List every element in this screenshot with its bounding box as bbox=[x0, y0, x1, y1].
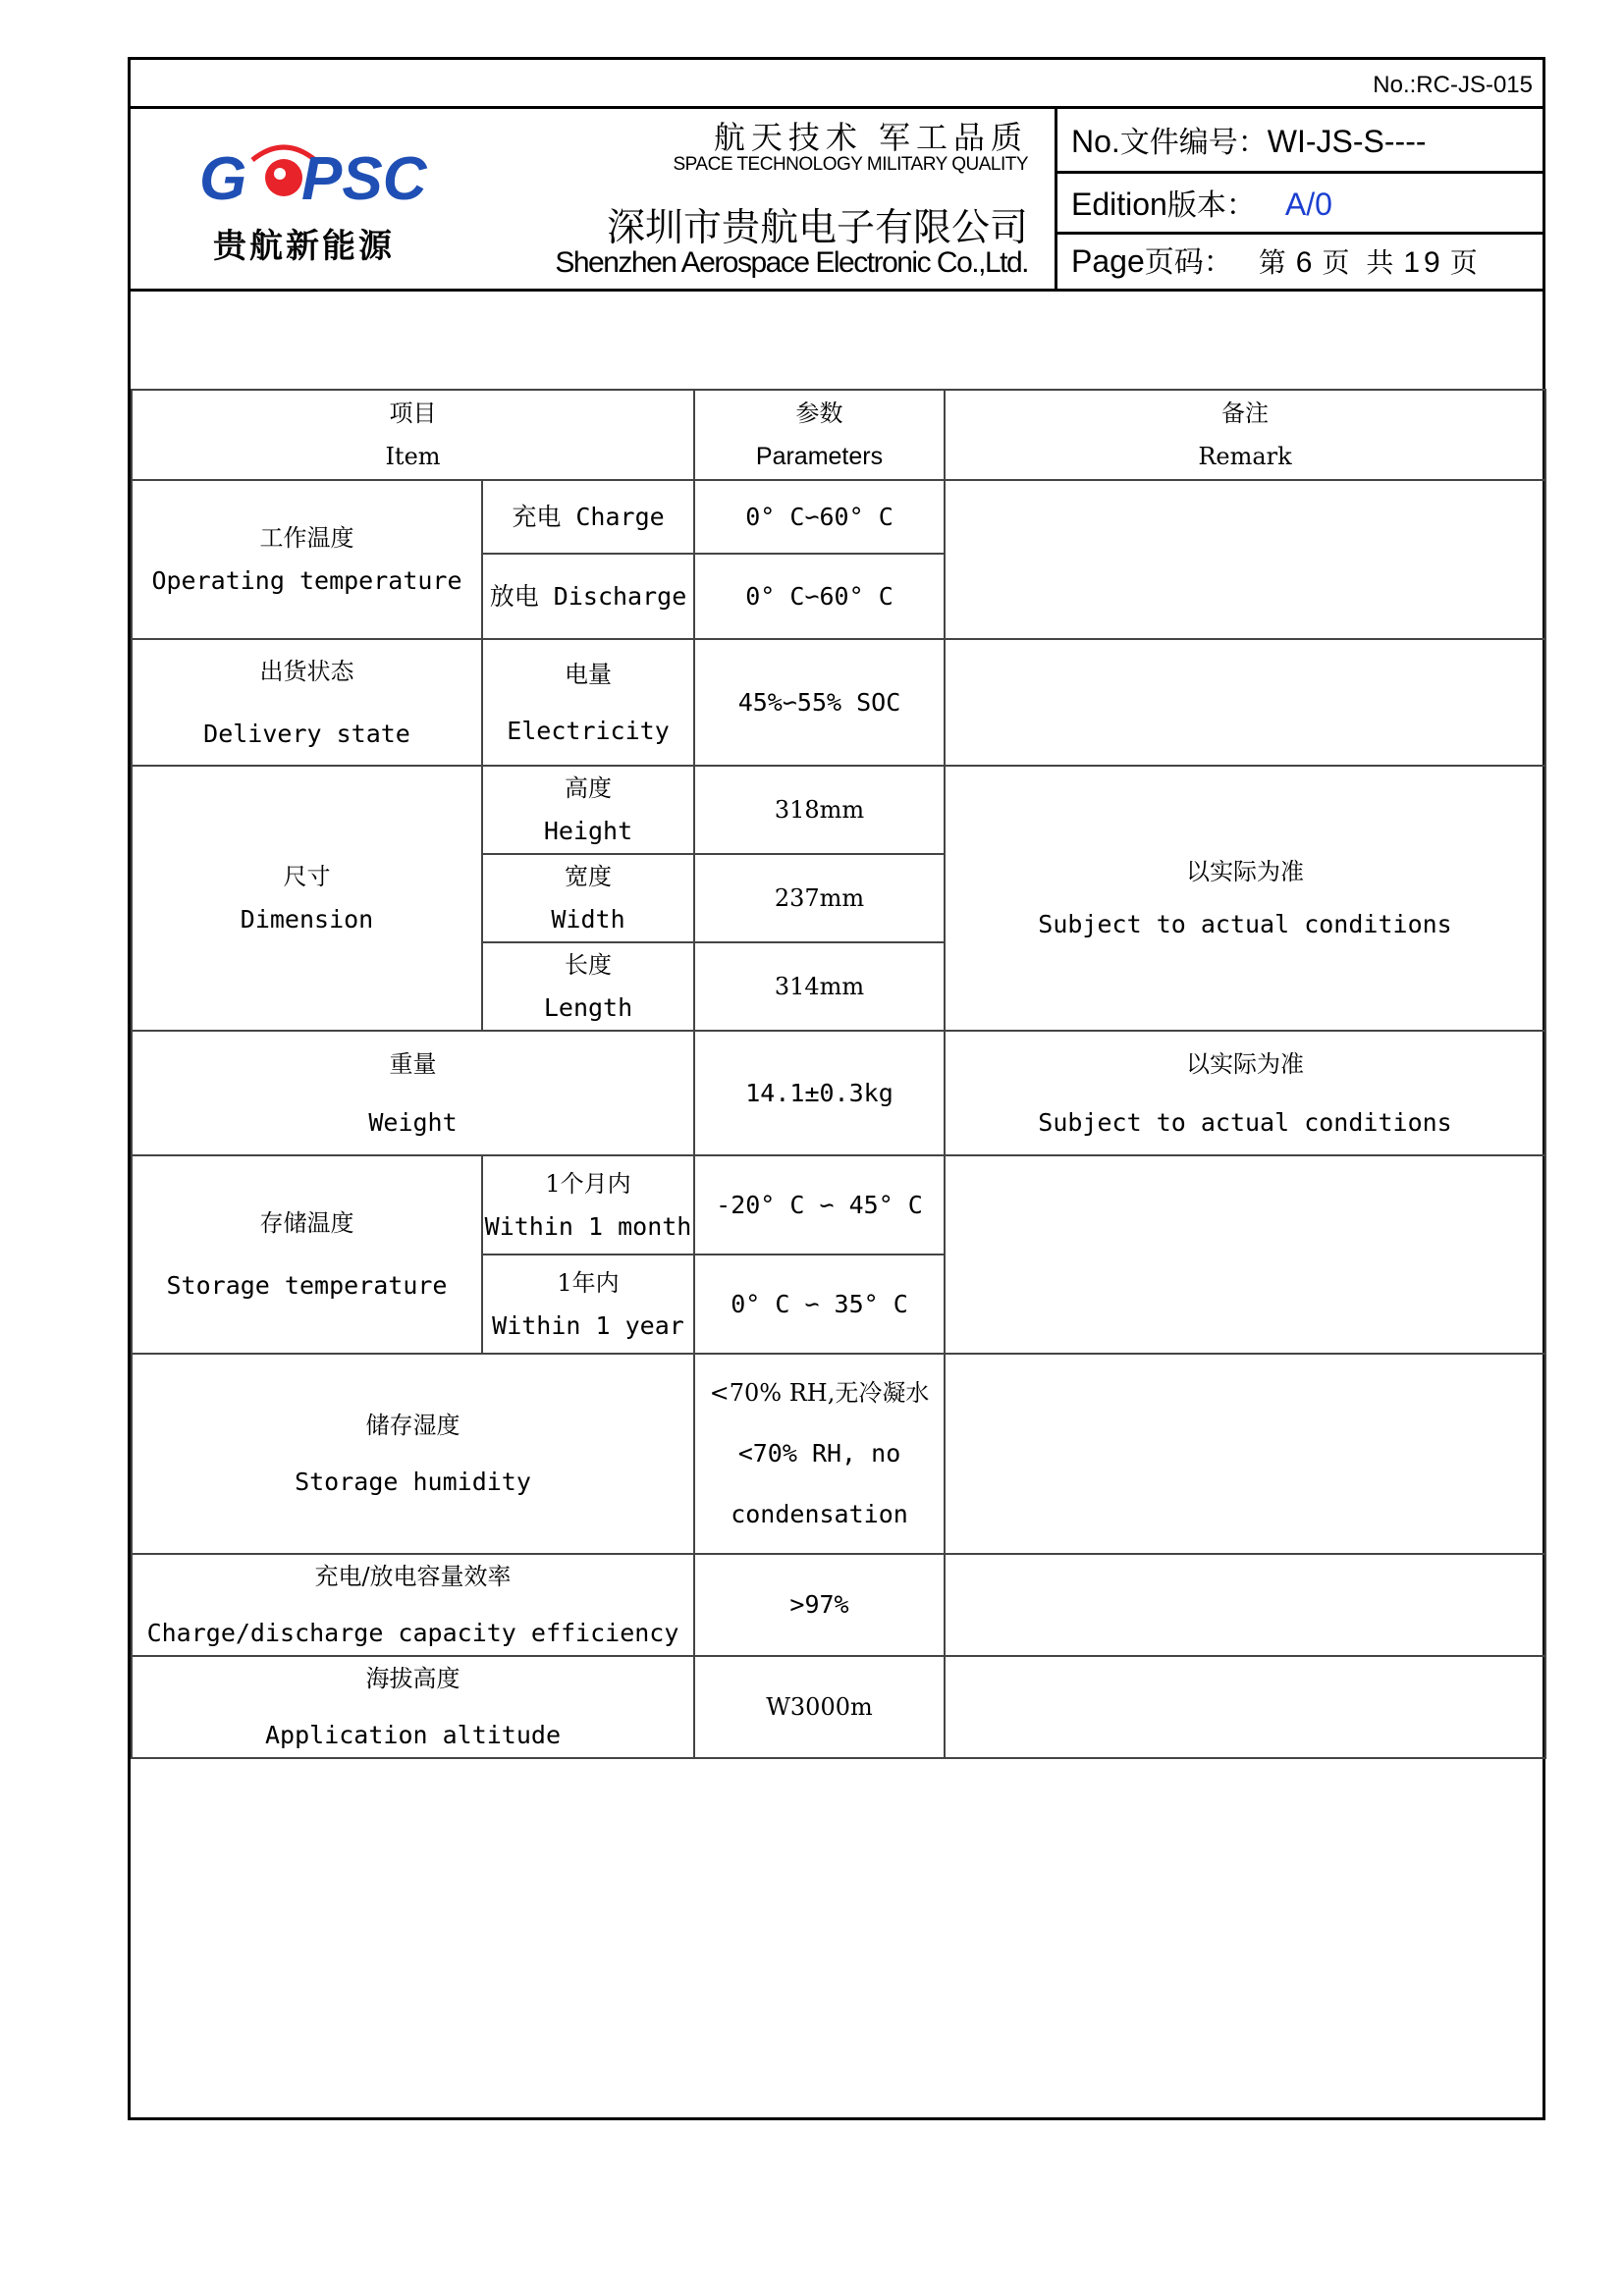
edition-label-en: Edition bbox=[1071, 187, 1167, 222]
dimension-remark bbox=[945, 766, 1545, 1031]
humidity-value-en-1: <70% RH, no bbox=[737, 1439, 901, 1468]
header-remark-cn: 备注 bbox=[1221, 400, 1269, 427]
operating-temperature-cn: 工作温度 bbox=[259, 524, 354, 552]
delivery-remark bbox=[945, 639, 1545, 766]
dimension-cn: 尺寸 bbox=[283, 863, 331, 890]
file-number-value: WI-JS-S---- bbox=[1267, 124, 1427, 159]
document-meta bbox=[1055, 109, 1543, 289]
edition-row bbox=[1057, 174, 1543, 235]
page-info bbox=[1259, 246, 1482, 279]
storage-humidity-value bbox=[694, 1354, 945, 1554]
storage-temperature-remark bbox=[945, 1155, 1545, 1354]
table-row bbox=[132, 1354, 1545, 1554]
altitude-en: Application altitude bbox=[264, 1721, 562, 1749]
logo-chinese-name: 贵航新能源 bbox=[213, 227, 395, 266]
svg-text:G: G bbox=[199, 145, 247, 213]
header-item-en: Item bbox=[385, 443, 441, 470]
weight-cn: 重量 bbox=[389, 1049, 437, 1078]
charge-temperature-value: 0° C∽60° C bbox=[694, 480, 945, 554]
storage-temperature-label bbox=[132, 1155, 482, 1354]
file-number-row bbox=[1057, 109, 1543, 174]
header-item-cell bbox=[132, 390, 694, 480]
weight-en: Weight bbox=[368, 1107, 458, 1137]
document-header bbox=[131, 106, 1543, 292]
edition-value: A/0 bbox=[1284, 187, 1332, 222]
weight-value: 14.1±0.3kg bbox=[694, 1031, 945, 1155]
within-month-label bbox=[482, 1155, 694, 1255]
page-label-en: Page bbox=[1071, 243, 1145, 279]
within-year-cn: 1年内 bbox=[557, 1268, 620, 1297]
header-item-cn: 项目 bbox=[389, 400, 437, 427]
height-value: 318mm bbox=[694, 766, 945, 854]
page-row bbox=[1057, 235, 1543, 289]
dimension-remark-en: Subject to actual conditions bbox=[1038, 910, 1452, 938]
company-name-english: Shenzhen Aerospace Electronic Co.,Ltd. bbox=[555, 246, 1028, 279]
height-label bbox=[482, 766, 694, 854]
within-year-label bbox=[482, 1255, 694, 1354]
electricity-cn: 电量 bbox=[565, 660, 612, 688]
company-block bbox=[453, 109, 1042, 289]
storage-humidity-en: Storage humidity bbox=[295, 1468, 531, 1496]
page-mid: 页 共 bbox=[1322, 246, 1398, 279]
discharge-label: 放电 Discharge bbox=[482, 554, 694, 639]
altitude-cn: 海拔高度 bbox=[365, 1665, 460, 1692]
storage-humidity-remark bbox=[945, 1354, 1545, 1554]
slogan-chinese: 航天技术 军工品质 bbox=[713, 119, 1028, 156]
specification-table bbox=[131, 389, 1546, 1759]
storage-humidity-label bbox=[132, 1354, 694, 1554]
page-suffix: 页 bbox=[1449, 246, 1482, 279]
header-remark-en: Remark bbox=[1198, 443, 1292, 470]
header-parameters-en: Parameters bbox=[755, 443, 884, 470]
within-year-en: Within 1 year bbox=[492, 1310, 684, 1340]
delivery-soc-value: 45%∽55% SOC bbox=[694, 639, 945, 766]
efficiency-value: >97% bbox=[694, 1554, 945, 1656]
table-row bbox=[132, 480, 1545, 554]
table-row bbox=[132, 1554, 1545, 1656]
header-remark-cell bbox=[945, 390, 1545, 480]
altitude-value: W3000m bbox=[694, 1656, 945, 1758]
table-header-row bbox=[132, 390, 1545, 480]
efficiency-remark bbox=[945, 1554, 1545, 1656]
delivery-state-cn: 出货状态 bbox=[259, 657, 354, 685]
length-en: Length bbox=[543, 993, 633, 1022]
altitude-label bbox=[132, 1656, 694, 1758]
operating-temperature-en: Operating temperature bbox=[151, 566, 462, 595]
delivery-state-en: Delivery state bbox=[203, 719, 410, 748]
header-parameters-cn: 参数 bbox=[795, 400, 843, 427]
height-cn: 高度 bbox=[565, 774, 612, 802]
humidity-value-cn: <70% RH,无冷凝水 bbox=[709, 1379, 930, 1407]
weight-remark-en: Subject to actual conditions bbox=[1038, 1107, 1452, 1137]
weight-label bbox=[132, 1031, 694, 1155]
charge-label: 充电 Charge bbox=[482, 480, 694, 554]
dimension-en: Dimension bbox=[240, 905, 374, 934]
width-cn: 宽度 bbox=[565, 863, 612, 890]
page-total: 19 bbox=[1403, 246, 1444, 279]
dimension-remark-cn: 以实际为准 bbox=[1186, 858, 1304, 885]
company-name-chinese: 深圳市贵航电子有限公司 bbox=[606, 206, 1028, 250]
width-en: Width bbox=[551, 905, 625, 934]
document-number: No.:RC-JS-015 bbox=[1373, 72, 1533, 98]
humidity-value-en-2: condensation bbox=[731, 1500, 908, 1528]
efficiency-label bbox=[132, 1554, 694, 1656]
table-row bbox=[132, 766, 1545, 854]
electricity-label bbox=[482, 639, 694, 766]
page-label-cn: 页码： bbox=[1144, 245, 1233, 280]
gcpsc-logo-icon bbox=[195, 138, 441, 217]
discharge-temperature-value: 0° C∽60° C bbox=[694, 554, 945, 639]
length-value: 314mm bbox=[694, 942, 945, 1031]
dimension-label bbox=[132, 766, 482, 1031]
height-en: Height bbox=[543, 817, 633, 845]
weight-remark-cn: 以实际为准 bbox=[1186, 1049, 1304, 1078]
file-number-label-en: No. bbox=[1071, 124, 1120, 159]
weight-remark bbox=[945, 1031, 1545, 1155]
table-row bbox=[132, 1656, 1545, 1758]
edition-label-cn: 版本： bbox=[1166, 188, 1256, 223]
within-month-value: -20° C ∽ 45° C bbox=[694, 1155, 945, 1255]
within-month-en: Within 1 month bbox=[484, 1211, 692, 1241]
company-logo bbox=[195, 138, 441, 266]
width-label bbox=[482, 854, 694, 942]
storage-temperature-cn: 存储温度 bbox=[259, 1209, 354, 1237]
within-month-cn: 1个月内 bbox=[545, 1169, 631, 1198]
delivery-state-label bbox=[132, 639, 482, 766]
altitude-remark bbox=[945, 1656, 1545, 1758]
operating-temperature-label bbox=[132, 480, 482, 639]
table-row bbox=[132, 1031, 1545, 1155]
operating-remark bbox=[945, 480, 1545, 639]
storage-temperature-en: Storage temperature bbox=[166, 1271, 448, 1300]
length-cn: 长度 bbox=[565, 951, 612, 979]
storage-humidity-cn: 储存湿度 bbox=[365, 1412, 460, 1439]
page-prefix: 第 bbox=[1258, 246, 1290, 279]
width-value: 237mm bbox=[694, 854, 945, 942]
file-number-label-cn: 文件编号： bbox=[1119, 126, 1268, 160]
efficiency-cn: 充电/放电容量效率 bbox=[314, 1563, 512, 1590]
svg-text:PSC: PSC bbox=[301, 145, 427, 213]
table-row bbox=[132, 639, 1545, 766]
header-parameters-cell bbox=[694, 390, 945, 480]
efficiency-en: Charge/discharge capacity efficiency bbox=[146, 1619, 679, 1647]
electricity-en: Electricity bbox=[507, 716, 670, 745]
slogan-english: SPACE TECHNOLOGY MILITARY QUALITY bbox=[673, 154, 1028, 175]
page-current: 6 bbox=[1295, 246, 1317, 279]
within-year-value: 0° C ∽ 35° C bbox=[694, 1255, 945, 1354]
length-label bbox=[482, 942, 694, 1031]
table-row bbox=[132, 1155, 1545, 1255]
